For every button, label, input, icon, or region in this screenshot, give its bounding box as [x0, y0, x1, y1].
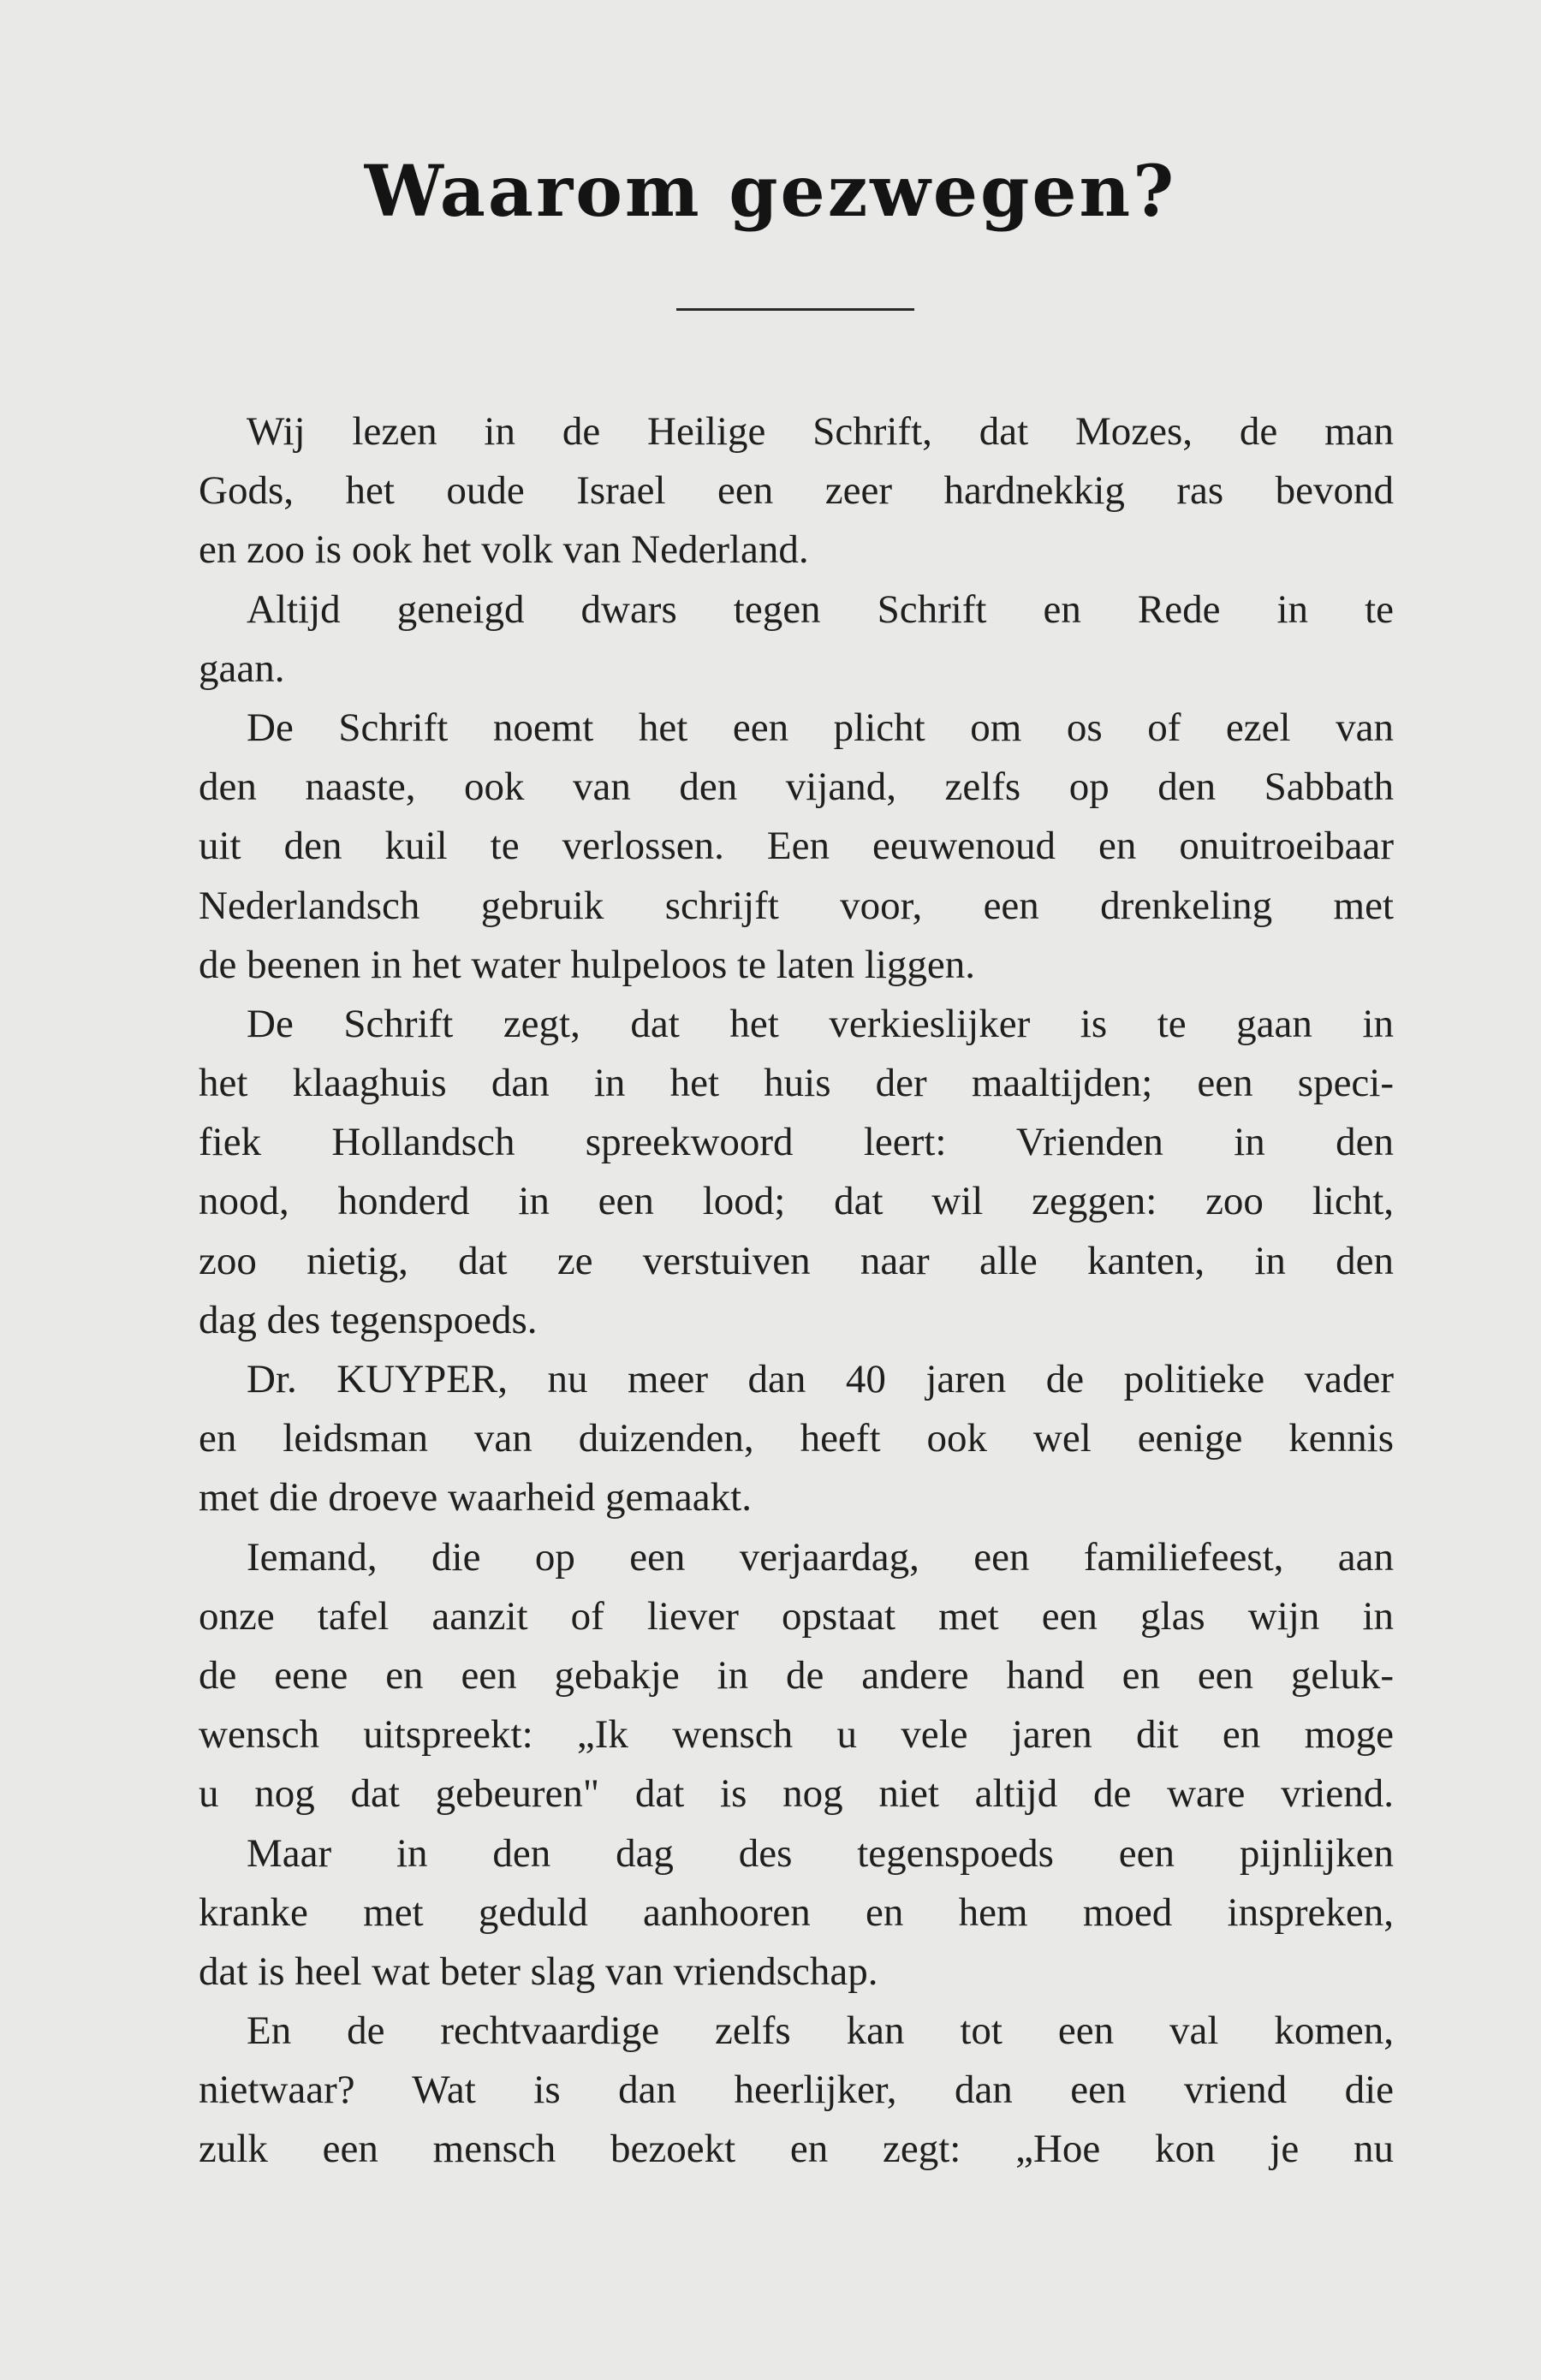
- text-line: nietwaar? Wat is dan heerlijker, dan een vriend die: [199, 2068, 1394, 2113]
- text-line: zulk een mensch bezoekt en zegt: „Hoe kon je nu: [199, 2127, 1394, 2172]
- text-line: gaan.: [199, 646, 285, 691]
- text-line: Dr. KUYPER, nu meer dan 40 jaren de politieke vader: [247, 1357, 1394, 1401]
- text-line: de beenen in het water hulpeloos te laten liggen.: [199, 942, 976, 987]
- text-line: Altijd geneigd dwars tegen Schrift en Rede in te: [247, 586, 1394, 632]
- text-line: nood, honderd in een lood; dat wil zeggen: zoo licht,: [199, 1179, 1394, 1224]
- text-line: dat is heel wat beter slag van vriendschap.: [199, 1949, 878, 1994]
- text-line: wensch uitspreekt: „Ik wensch u vele jaren dit en moge: [199, 1712, 1394, 1758]
- title-divider: [676, 308, 914, 311]
- page-title: Waarom gezwegen?: [364, 151, 1177, 233]
- text-line: zoo nietig, dat ze verstuiven naar alle kanten, in den: [199, 1238, 1394, 1283]
- text-line: het klaaghuis dan in het huis der maaltijden; een speci-: [199, 1061, 1394, 1106]
- text-line: dag des tegenspoeds.: [199, 1297, 538, 1342]
- text-line: en leidsman van duizenden, heeft ook wel eenige kennis: [199, 1416, 1394, 1461]
- text-line: u nog dat gebeuren" dat is nog niet altijd de ware vriend.: [199, 1771, 1394, 1817]
- text-line: met die droeve waarheid gemaakt.: [199, 1475, 752, 1520]
- text-line: Wij lezen in de Heilige Schrift, dat Mozes, de man: [247, 409, 1394, 454]
- text-line: fiek Hollandsch spreekwoord leert: Vrienden in den: [199, 1120, 1394, 1165]
- text-line: de eene en een gebakje in de andere hand en een geluk-: [199, 1652, 1394, 1698]
- text-line: De Schrift zegt, dat het verkieslijker is te gaan in: [247, 1001, 1394, 1046]
- text-line: Nederlandsch gebruik schrijft voor, een drenkeling met: [199, 883, 1394, 928]
- text-line: en zoo is ook het volk van Nederland.: [199, 527, 809, 573]
- text-line: den naaste, ook van den vijand, zelfs op den Sabbath: [199, 765, 1394, 810]
- text-line: uit den kuil te verlossen. Een eeuwenoud en onuitroeibaar: [199, 824, 1394, 869]
- text-line: Gods, het oude Israel een zeer hardnekkig ras bevond: [199, 468, 1394, 514]
- text-line: kranke met geduld aanhooren en hem moed inspreken,: [199, 1889, 1394, 1935]
- article-body: [199, 402, 1394, 2180]
- text-line: En de rechtvaardige zelfs kan tot een val komen,: [247, 2008, 1394, 2054]
- text-line: Iemand, die op een verjaardag, een familiefeest, aan: [247, 1534, 1394, 1580]
- text-line: Maar in den dag des tegenspoeds een pijnlijken: [247, 1830, 1394, 1876]
- text-line: De Schrift noemt het een plicht om os of ezel van: [247, 705, 1394, 750]
- text-line: onze tafel aanzit of liever opstaat met een glas wijn in: [199, 1593, 1394, 1639]
